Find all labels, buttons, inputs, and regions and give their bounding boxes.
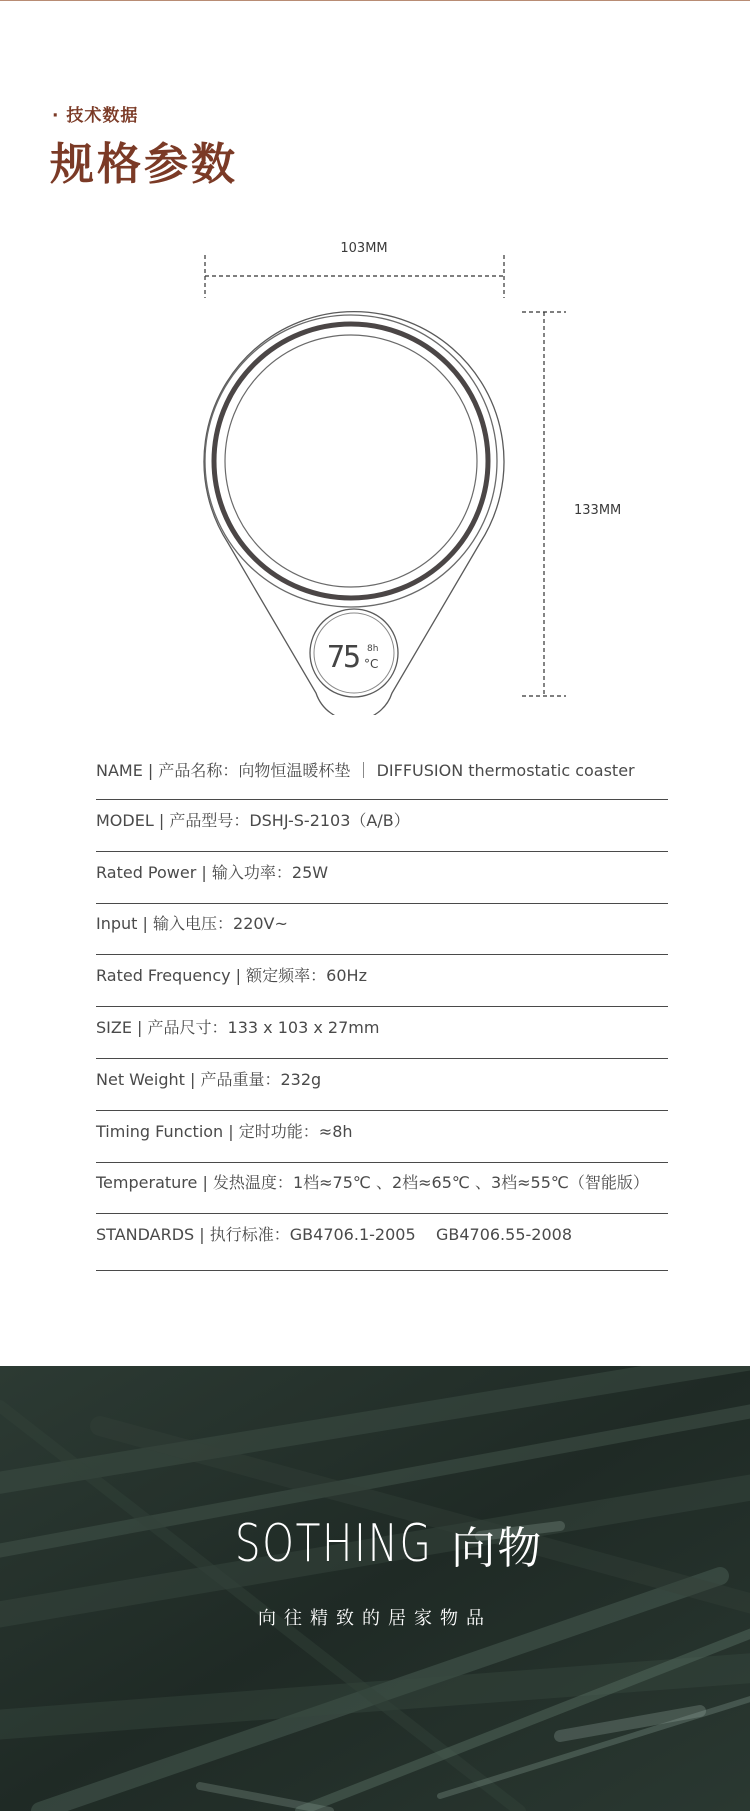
height-dimension (522, 312, 621, 696)
spec-label-en: Input (96, 914, 138, 934)
spec-value: 向物恒温暖杯垫 ｜ DIFFUSION thermostatic coaster (238, 761, 635, 780)
spec-value: DSHJ-S-2103（A/B） (249, 810, 410, 830)
brand-slogan: 向往精致的居家物品 (258, 1608, 492, 1629)
spec-separator: | (131, 1018, 148, 1038)
spec-label-en: STANDARDS (96, 1224, 195, 1244)
page-title: 规格参数 (50, 139, 238, 190)
spec-label-cn: 执行标准： (209, 1224, 290, 1244)
spec-value: 60Hz (326, 966, 367, 986)
spec-label-en: Rated Frequency (96, 966, 231, 986)
display-temp: 75 (326, 640, 360, 675)
spec-label-cn: 产品尺寸： (147, 1018, 228, 1038)
spec-value: 25W (291, 862, 329, 882)
spec-value: 232g (280, 1069, 322, 1089)
spec-text (96, 758, 635, 781)
spec-text (96, 1119, 353, 1142)
spec-separator: | (184, 1069, 201, 1089)
spec-row (96, 800, 668, 852)
spec-value: ≈8h (318, 1121, 353, 1141)
spec-row (96, 1007, 668, 1059)
temperature-display (310, 609, 398, 697)
brand-logo (0, 1512, 750, 1576)
spec-label-en: MODEL (96, 810, 154, 830)
spec-text (96, 963, 367, 986)
spec-text (96, 808, 410, 831)
section-subtitle: · 技术数据 (52, 106, 139, 126)
spec-text (96, 1222, 572, 1245)
spec-separator: | (197, 1173, 213, 1193)
width-label: 103MM (340, 241, 388, 256)
display-timer: 8h (367, 644, 379, 654)
spec-value: 220V~ (233, 914, 288, 934)
spec-label-en: Temperature (96, 1173, 198, 1193)
spec-label-cn: 产品型号： (169, 810, 250, 830)
spec-separator: | (137, 914, 153, 934)
spec-row (96, 1059, 668, 1111)
spec-value: GB4706.1-2005 GB4706.55-2008 (289, 1224, 572, 1244)
palm-leaf-background (0, 1366, 750, 1811)
spec-separator: | (196, 862, 212, 882)
display-unit: °C (364, 657, 379, 671)
spec-label-en: Net Weight (96, 1069, 185, 1089)
spec-row (96, 1111, 668, 1163)
spec-text (96, 1015, 379, 1038)
spec-label-cn: 输入电压： (153, 914, 234, 934)
product-dimension-diagram (0, 225, 750, 715)
spec-label-en: Timing Function (96, 1121, 224, 1141)
spec-label-cn: 额定频率： (246, 966, 327, 986)
spec-separator: | (194, 1224, 210, 1244)
spec-text (96, 911, 288, 934)
spec-text (96, 860, 328, 883)
spec-label-cn: 发热温度： (212, 1173, 293, 1193)
top-divider (0, 0, 750, 1)
spec-separator: | (142, 761, 159, 780)
spec-label-en: SIZE (96, 1018, 132, 1038)
brand-footer (0, 1366, 750, 1811)
spec-row (96, 752, 668, 800)
spec-label-cn: 定时功能： (238, 1121, 319, 1141)
spec-text (96, 1067, 321, 1090)
spec-row (96, 955, 668, 1007)
spec-label-en: Rated Power (96, 862, 197, 882)
spec-value: 133 x 103 x 27mm (227, 1018, 380, 1038)
spec-row (96, 1163, 668, 1215)
spec-label-cn: 输入功率： (211, 862, 292, 882)
brand-logo-cn: 向物 (451, 1523, 544, 1574)
width-dimension (205, 241, 504, 298)
spec-label-cn: 产品重量： (200, 1069, 281, 1089)
specs-table (96, 752, 668, 1271)
spec-separator: | (153, 810, 170, 830)
spec-value: 1档≈75℃ 、2档≈65℃ 、3档≈55℃（智能版） (292, 1173, 649, 1193)
spec-label-en: NAME (96, 761, 143, 780)
spec-row (96, 852, 668, 904)
height-label: 133MM (574, 503, 622, 518)
spec-row (96, 1214, 668, 1271)
brand-logo-en: SOTHING (234, 1514, 433, 1574)
spec-row (96, 904, 668, 956)
spec-label-cn: 产品名称： (158, 761, 239, 780)
spec-separator: | (230, 966, 247, 986)
spec-separator: | (223, 1121, 239, 1141)
spec-text (96, 1170, 649, 1193)
